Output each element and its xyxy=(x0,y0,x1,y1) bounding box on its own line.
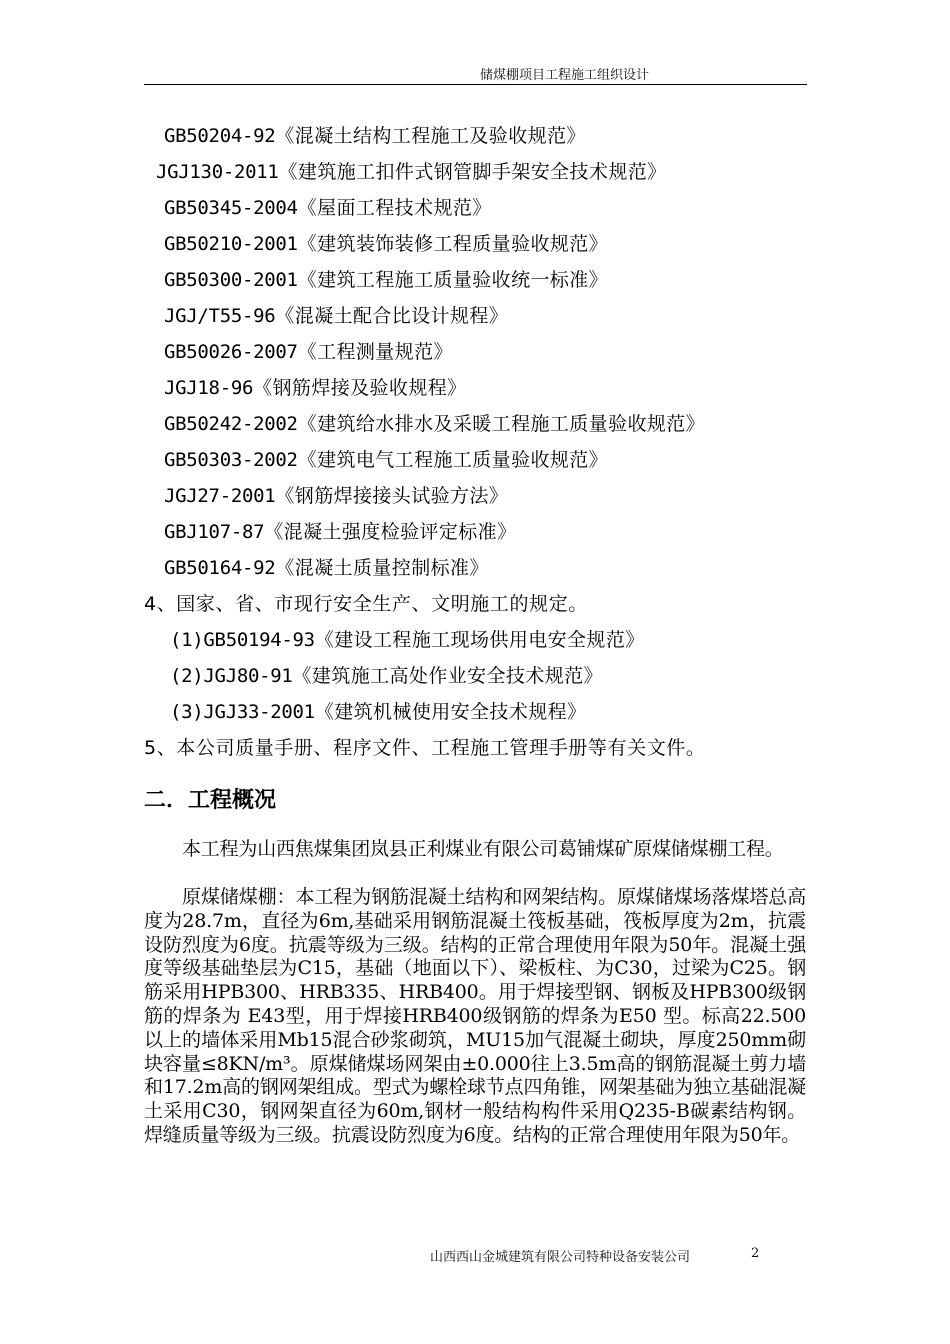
standard-code: JGJ130-2011 xyxy=(156,161,279,183)
standard-code: GB50345-2004 xyxy=(164,197,298,219)
standard-name: 《建筑施工扣件式钢管脚手架安全技术规范》 xyxy=(278,161,667,183)
overview-paragraph-2: 原煤储煤棚：本工程为钢筋混凝土结构和网架结构。原煤储煤场落煤塔总高度为28.7m，直径为6m,基础采用钢筋混凝土筏板基础，筏板厚度为2m，抗震设防烈度为6度。抗震等级为三级。结构的正常合理使用年限为50年。混凝土强度等级基础垫层为C15，基础（地面以下）、梁板柱、为C30，过梁为C25。钢筋采用HPB300、HRB335、HRB400。用于焊接型钢、钢板及HPB300级钢筋的焊条为 E43型，用于焊接HRB400级钢筋的焊条为E50 型。标高22.500以上的墙体采用Mb15混合砂浆砌筑，MU15加气混凝土砌块，厚度250mm砌块容量≤8KN/m³。原煤储煤场网架由±0.000往上3.5m高的钢筋混凝土剪力墙和17.2m高的钢网架组成。型式为螺栓球节点四角锥，网架基础为独立基础混凝土采用C30，钢网架直径为60m,钢材一般结构构件采用Q235-B碳素结构钢。焊缝质量等级为三级。抗震设防烈度为6度。结构的正常合理使用年限为50年。 xyxy=(144,886,806,1146)
standard-item xyxy=(164,268,608,292)
overview-paragraph-1: 本工程为山西焦煤集团岚县正利煤业有限公司葛铺煤矿原煤储煤棚工程。 xyxy=(182,838,784,860)
standard-code: GB50210-2001 xyxy=(164,233,298,255)
standard-code: GB50303-2002 xyxy=(164,449,298,471)
subitem-name: 《建设工程施工现场供用电安全规范》 xyxy=(314,629,645,651)
standard-name: 《钢筋焊接及验收规程》 xyxy=(253,377,467,399)
standard-code: GB50164-92 xyxy=(164,557,276,579)
standard-item xyxy=(164,340,453,364)
subitem xyxy=(170,664,603,688)
subitem xyxy=(170,628,645,652)
standard-name: 《混凝土配合比设计规程》 xyxy=(275,305,509,327)
standard-item xyxy=(164,196,492,220)
standard-item xyxy=(164,484,508,508)
standard-name: 《屋面工程技术规范》 xyxy=(297,197,492,219)
item-5-title: 5、本公司质量手册、程序文件、工程施工管理手册等有关文件。 xyxy=(144,737,706,759)
standard-item xyxy=(164,448,608,472)
standard-item xyxy=(164,232,608,256)
standard-name: 《建筑工程施工质量验收统一标准》 xyxy=(297,269,609,291)
subitem-name: 《建筑施工高处作业安全技术规范》 xyxy=(292,665,603,687)
standard-item xyxy=(156,160,667,184)
standard-item xyxy=(164,304,508,328)
standard-item xyxy=(164,412,705,436)
header-title: 储煤棚项目工程施工组织设计 xyxy=(480,68,650,83)
header-divider xyxy=(144,84,807,85)
section-heading: 二．工程概况 xyxy=(144,788,277,813)
page-number: 2 xyxy=(751,1246,760,1261)
standard-name: 《钢筋焊接接头试验方法》 xyxy=(275,485,509,507)
standard-item xyxy=(164,376,467,400)
standard-name: 《混凝土质量控制标准》 xyxy=(275,557,489,579)
standard-item xyxy=(164,556,489,580)
standard-item xyxy=(164,520,516,544)
standard-name: 《建筑电气工程施工质量验收规范》 xyxy=(297,449,609,471)
standard-name: 《工程测量规范》 xyxy=(297,341,453,363)
standard-name: 《建筑装饰装修工程质量验收规范》 xyxy=(297,233,609,255)
subitem xyxy=(170,700,586,724)
standard-code: GBJ107-87 xyxy=(164,521,265,543)
standard-code: GB50300-2001 xyxy=(164,269,298,291)
standard-code: JGJ27-2001 xyxy=(164,485,276,507)
standard-code: GB50204-92 xyxy=(164,125,276,147)
standard-item xyxy=(164,124,586,148)
standard-code: GB50242-2002 xyxy=(164,413,298,435)
subitem-code: (1)GB50194-93 xyxy=(170,629,315,651)
standard-code: JGJ/T55-96 xyxy=(164,305,276,327)
standard-name: 《混凝土强度检验评定标准》 xyxy=(264,521,517,543)
standard-code: GB50026-2007 xyxy=(164,341,298,363)
standard-name: 《混凝土结构工程施工及验收规范》 xyxy=(275,125,586,147)
subitem-code: (3)JGJ33-2001 xyxy=(170,701,315,723)
standard-code: JGJ18-96 xyxy=(164,377,254,399)
footer-company: 山西西山金城建筑有限公司特种设备安装公司 xyxy=(430,1250,691,1265)
standard-name: 《建筑给水排水及采暖工程施工质量验收规范》 xyxy=(297,413,706,435)
item-4-title: 4、国家、省、市现行安全生产、文明施工的规定。 xyxy=(144,593,588,615)
subitem-code: (2)JGJ80-91 xyxy=(170,665,293,687)
subitem-name: 《建筑机械使用安全技术规程》 xyxy=(314,701,587,723)
